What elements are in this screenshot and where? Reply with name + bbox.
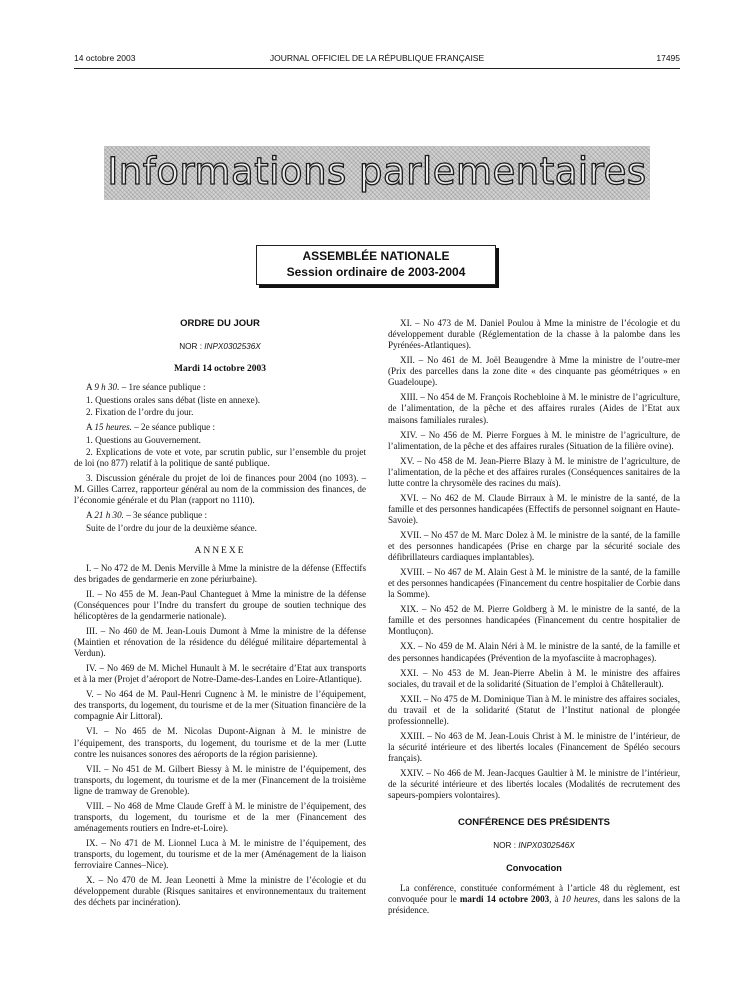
question-item: XIX. – No 452 de M. Pierre Goldberg à M. le ministre de la santé, de la famille et des personnes handicapées (Financement du centre hospitalier de Montluçon).: [388, 604, 680, 637]
nor-label: NOR :: [493, 841, 516, 851]
question-item: XIII. – No 454 de M. François Rochebloine à M. le ministre de l’agriculture, de l’alimentation, de la pêche et des affaires rurales (Aides de l’Etat aux maisons familiales rurales).: [388, 392, 680, 425]
agenda-item: Suite de l’ordre du jour de la deuxième séance.: [86, 522, 257, 533]
header-rule: [74, 68, 680, 69]
question-item: IV. – No 469 de M. Michel Hunault à M. le secrétaire d’Etat aux transports et à la mer (Projet d’aéroport de Notre-Dame-des-Landes en Loire-Atlantique).: [74, 663, 366, 685]
sitting-1-intro: A 9 h 30. – 1re séance publique :: [86, 382, 206, 393]
question-item: XV. – No 458 de M. Jean-Pierre Blazy à M. le ministre de l’agriculture, de l’alimentation, de la pêche et des affaires rurales (Conséquences sanitaires de la lutte contre la chrysomèle des racines du maïs).: [388, 455, 680, 488]
question-item: XVI. – No 462 de M. Claude Birraux à M. le ministre de la santé, de la famille et des personnes handicapées (Effectifs de personnel soignant en Haute-Savoie).: [388, 492, 680, 525]
question-item: X. – No 470 de M. Jean Leonetti à Mme la ministre de l’écologie et du développement durable (Risques sanitaires et environnementaux du traitement des déchets par incinération).: [74, 875, 366, 908]
agenda-item: 2. Fixation de l’ordre du jour.: [86, 407, 194, 418]
assembly-name: ASSEMBLÉE NATIONALE: [302, 249, 450, 263]
nor-label: NOR :: [179, 342, 202, 352]
sitting-day: Mardi 14 octobre 2003: [174, 364, 266, 375]
ordre-nor: [74, 341, 366, 352]
question-item: XXII. – No 475 de M. Dominique Tian à M. le ministre des affaires sociales, du travail et de la solidarité (Statut de l’Institut national de plongée professionnelle).: [388, 693, 680, 726]
section-banner: [104, 146, 650, 200]
question-item: XII. – No 461 de M. Joël Beaugendre à Mme la ministre de l’outre-mer (Prix des parcelles dans la zone dite « des cinquante pas géométriques » en Guadeloupe).: [388, 355, 680, 388]
journal-title: JOURNAL OFFICIEL DE LA RÉPUBLIQUE FRANÇAISE: [269, 53, 485, 63]
question-item: XVII. – No 457 de M. Marc Dolez à M. le ministre de la santé, de la famille et des personnes handicapées (Prise en charge par la sécurité sociale des défibrillateurs cardiaques implantables).: [388, 529, 680, 563]
banner-title: Informations parlementaires: [107, 150, 647, 193]
nor-code: INPX0302536X: [204, 342, 261, 352]
nor-code: INPX0302546X: [518, 841, 575, 851]
conference-title: CONFÉRENCE DES PRÉSIDENTS: [457, 817, 611, 829]
question-item: I. – No 472 de M. Denis Merville à Mme la ministre de la défense (Effectifs des brigades de gendarmerie en zone périurbaine).: [74, 562, 366, 584]
question-item: XXIV. – No 466 de M. Jean-Jacques Gaultier à M. le ministre de l’intérieur, de la sécurité intérieure et des libertés locales (Modalités de recrutement des sapeurs-pompiers volontaires).: [388, 767, 680, 801]
agenda-item: 3. Discussion générale du projet de loi de finances pour 2004 (no 1093). – M. Gilles Carrez, rapporteur général au nom de la commission des finances, de l’économie générale et du Plan (rapport no 1110).: [74, 473, 366, 506]
page-number: 17495: [656, 53, 680, 63]
agenda-item: 2. Explications de vote et vote, par scrutin public, sur l’ensemble du projet de loi (no 877) relatif à la politique de santé publique.: [74, 446, 366, 469]
question-item: XXIII. – No 463 de M. Jean-Louis Christ à M. le ministre de l’intérieur, de la sécurité intérieure et des libertés locales (Financement de Spéléo secours français).: [388, 730, 680, 763]
assembly-title-box: [256, 245, 496, 285]
agenda-item: 1. Questions orales sans débat (liste en annexe).: [86, 394, 260, 405]
agenda-item: 1. Questions au Gouvernement.: [86, 434, 201, 445]
question-item: XI. – No 473 de M. Daniel Poulou à Mme la ministre de l’écologie et du développement durable (Réglementation de la chasse à la palombe dans les Pyrénées-Atlantiques).: [388, 318, 680, 351]
ordre-du-jour-title: ORDRE DU JOUR: [180, 318, 260, 329]
sitting-3-intro: A 21 h 30. – 3e séance publique :: [86, 510, 208, 521]
question-item: III. – No 460 de M. Jean-Louis Dumont à Mme la ministre de la défense (Maintien et rénovation de la résidence du délégué militaire départemental à Verdun).: [74, 626, 366, 659]
header-date: 14 octobre 2003: [74, 53, 136, 63]
left-column: [74, 318, 366, 912]
question-item: XIV. – No 456 de M. Pierre Forgues à M. le ministre de l’agriculture, de l’alimentation, de la pêche et des affaires rurales (Situation de la filière ovine).: [388, 429, 680, 451]
annexe-title: ANNEXE: [194, 545, 246, 556]
question-item: IX. – No 471 de M. Lionnel Luca à M. le ministre de l’équipement, des transports, du logement, du tourisme et de la mer (Aménagement de la liaison ferroviaire Cannes–Nice).: [74, 837, 366, 871]
running-header: [74, 53, 680, 67]
question-item: II. – No 455 de M. Jean-Paul Chanteguet à Mme la ministre de la défense (Conséquences pour l’Indre du transfert du groupe de soutien technique des hélicoptères de la gendarmerie nationale).: [74, 588, 366, 622]
question-item: VI. – No 465 de M. Nicolas Dupont-Aignan à M. le ministre de l’équipement, des transports, du logement, du tourisme et de la mer (Lutte contre les nuisances sonores des aéroports de la région parisienne).: [74, 726, 366, 759]
session-name: Session ordinaire de 2003-2004: [286, 265, 466, 279]
question-item: XXI. – No 453 de M. Jean-Pierre Abelin à M. le ministre des affaires sociales, du travail et de la solidarité (Situation de l’emploi à Châtellerault).: [388, 667, 680, 689]
conference-nor: [388, 840, 680, 851]
question-item: XVIII. – No 467 de M. Alain Gest à M. le ministre de la santé, de la famille et des personnes handicapées (Financement du centre hospitalier de Corbie dans la Somme).: [388, 567, 680, 600]
convocation-text: La conférence, constituée conformément à l’article 48 du règlement, est convoquée pour le mardi 14 octobre 2003, à 10 heures, dans les salons de la présidence.: [388, 882, 681, 915]
question-item: VIII. – No 468 de Mme Claude Greff à M. le ministre de l’équipement, des transports, du logement, du tourisme et de la mer (Financement des aménagements routiers en Indre-et-Loire).: [74, 800, 366, 833]
question-item: XX. – No 459 de M. Alain Néri à M. le ministre de la santé, de la famille et des personnes handicapées (Prévention de la myofasciite à macrophages).: [388, 641, 680, 663]
question-item: VII. – No 451 de M. Gilbert Biessy à M. le ministre de l’équipement, des transports, du logement, du tourisme et de la mer (Financement de la troisième ligne de tramway de Grenoble).: [74, 763, 366, 796]
right-column: [388, 318, 680, 920]
sitting-2-intro: A 15 heures. – 2e séance publique :: [86, 422, 216, 433]
convocation-title: Convocation: [506, 863, 562, 874]
question-item: V. – No 464 de M. Paul-Henri Cugnenc à M. le ministre de l’équipement, des transports, du logement, du tourisme et de la mer (Situation financière de la compagnie Air Littoral).: [74, 689, 366, 722]
